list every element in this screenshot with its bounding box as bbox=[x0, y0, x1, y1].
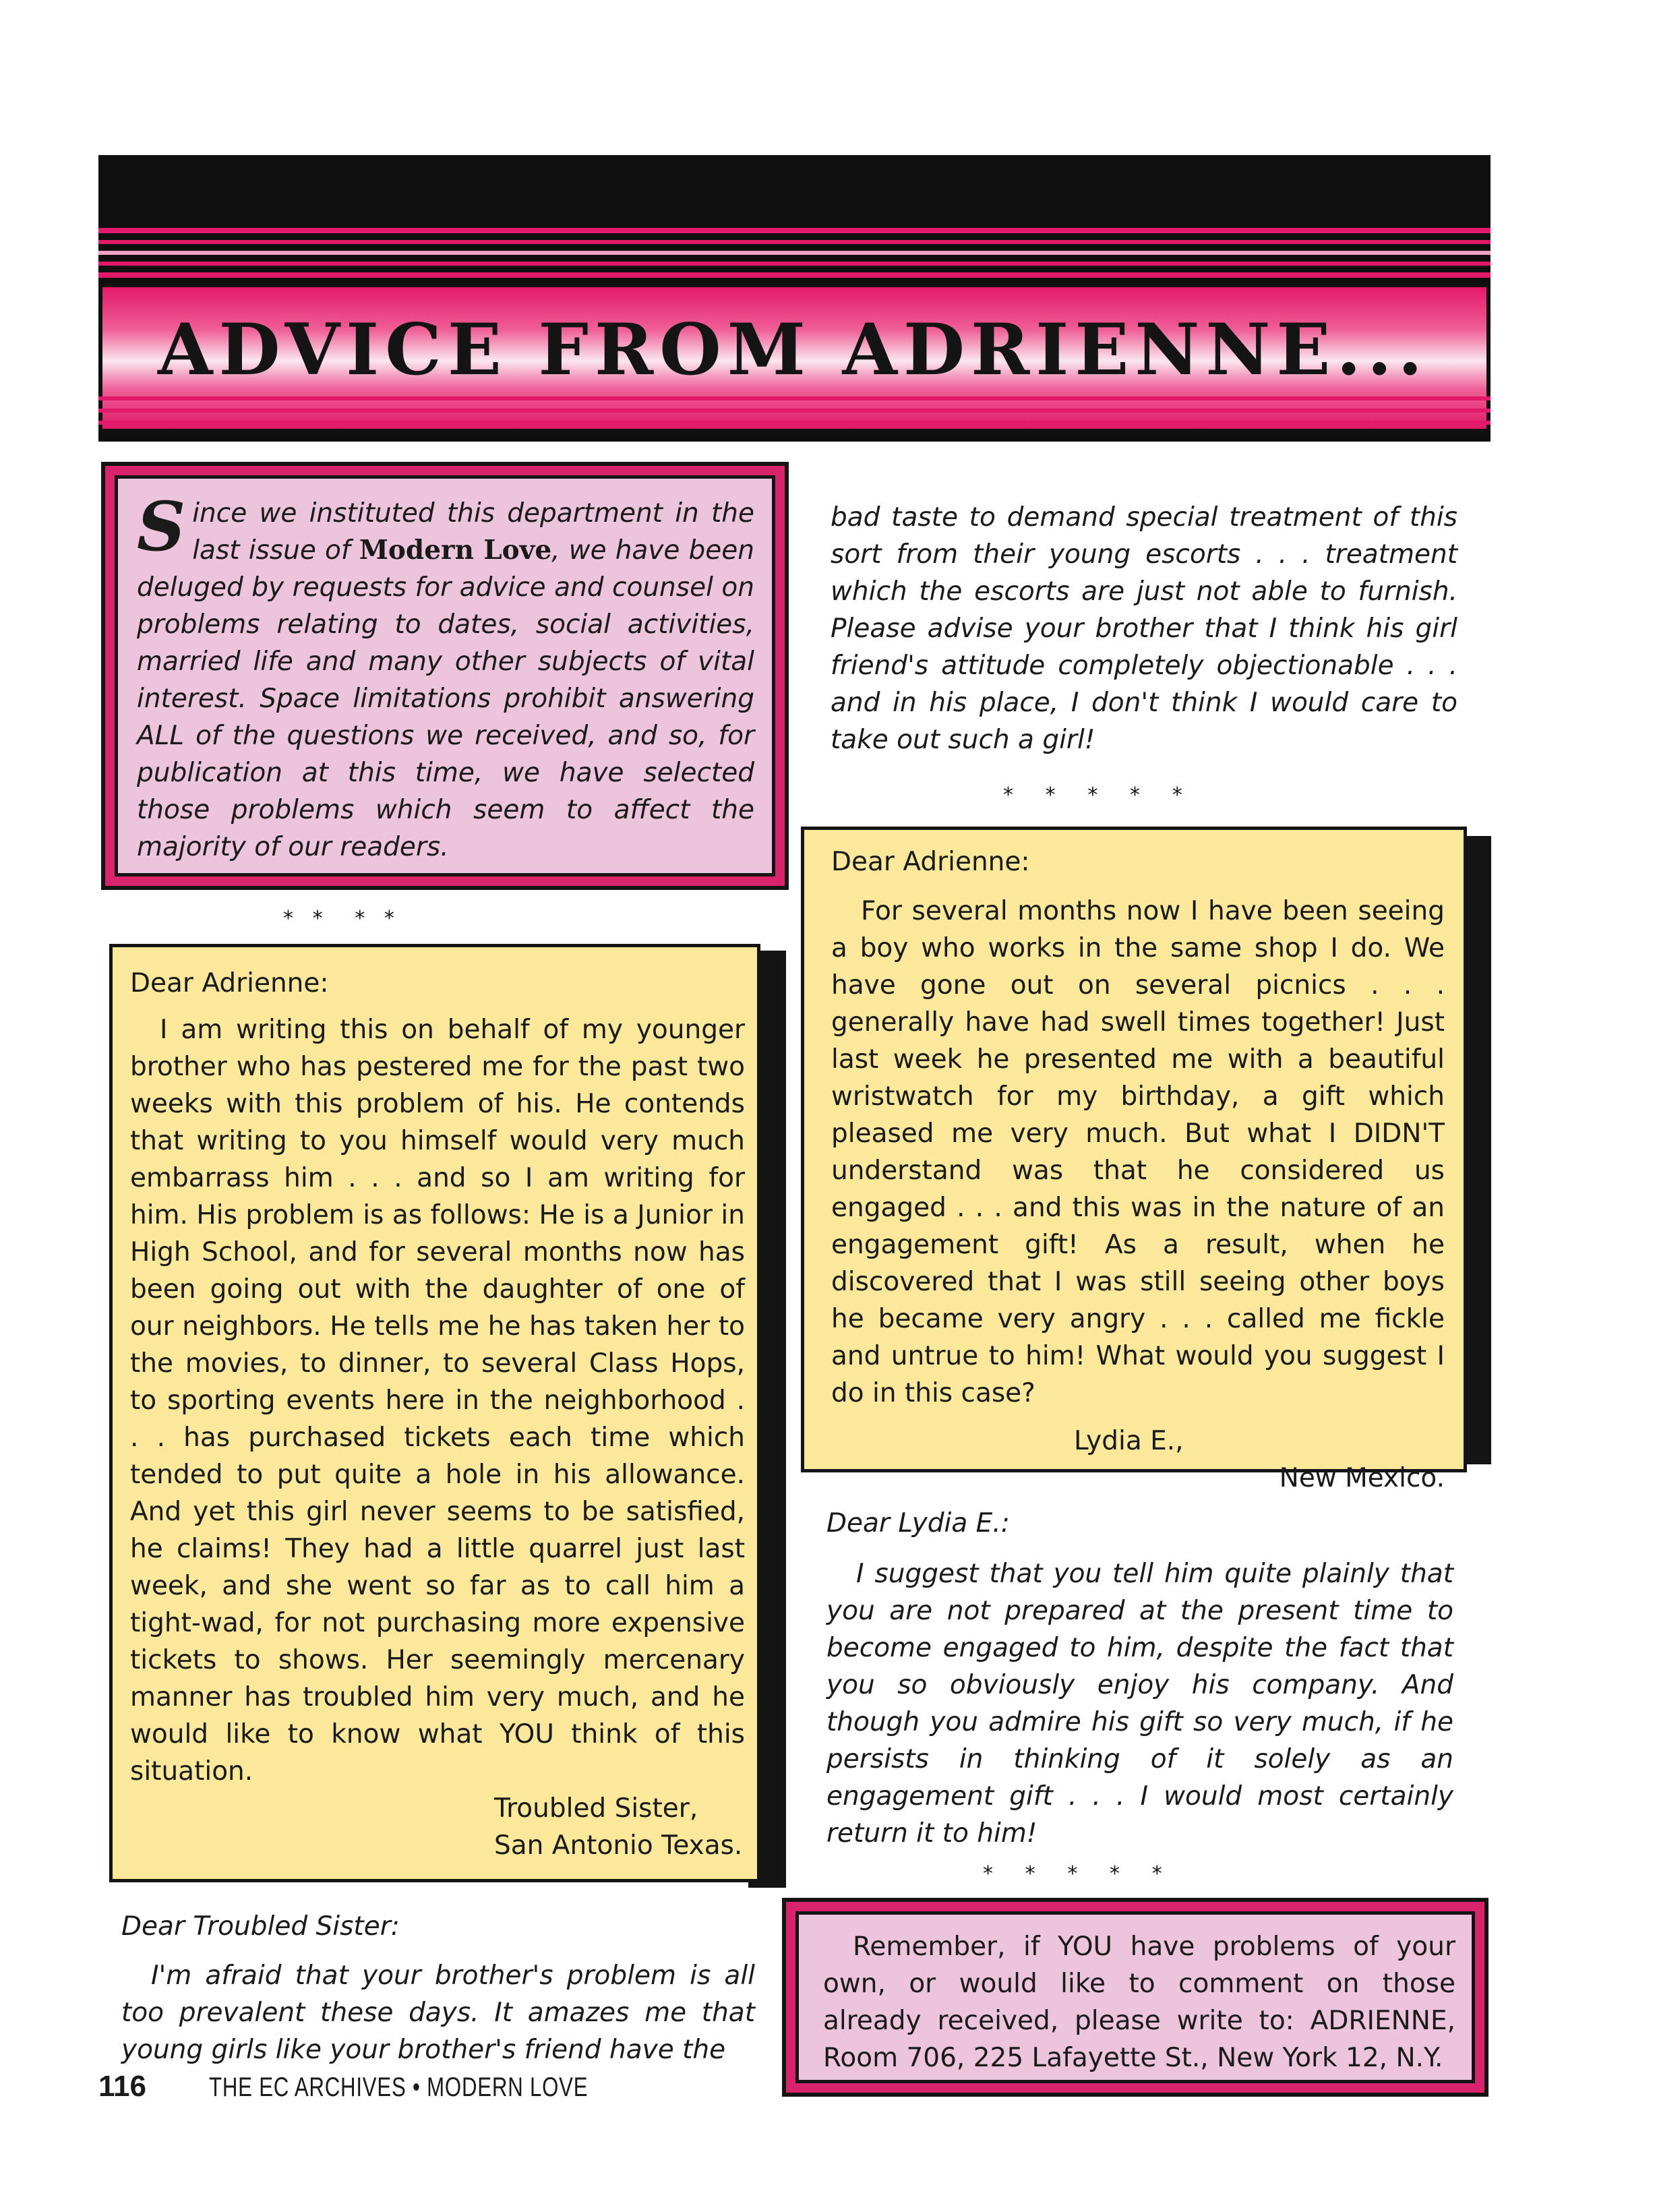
intro-dropcap: S bbox=[137, 487, 186, 566]
letter1-body: I am writing this on behalf of my younger brother who has pestered me for the past two weeks with this problem of his. He contends that writing to you himself would very much embarrass him . . . and so I am writing for him. His problem is as follows: He is a Junior in High School, and for several months now has been going out with the daughter of one of our neighbors. He tells me he has taken her to the movies, to dinner, to several Class Hops, to sporting events here in the neighborhood . . . has purchased tickets each time which tended to put quite a hole in his allowance. And yet this girl never seems to be satisfied, he claims! They had a little quarrel just last week, and she went so far as to call him a tight-wad, for not purchasing more expensive tickets to shows. Her seemingly mercenary manner has troubled him very much, and he would like to know what YOU think of this situation. bbox=[130, 1015, 745, 1787]
intro-box bbox=[101, 462, 789, 890]
intro-magazine-name: Modern Love bbox=[359, 535, 552, 566]
page-title: ADVICE FROM ADRIENNE... bbox=[158, 307, 1429, 391]
reply1-col1 bbox=[121, 1908, 755, 2068]
letter2-salutation: Dear Adrienne: bbox=[831, 847, 1030, 877]
reply2-salutation: Dear Lydia E.: bbox=[826, 1508, 1010, 1538]
reply1-body-col2: bad taste to demand special treatment of this sort from their young escorts . . . treatment which the escorts are just not able to furnish. Please advise your brother that I think his girl friend's attitude completely objectionable . . . and in his place, I don't think I would care to take out such a girl! bbox=[831, 502, 1457, 755]
letter1-salutation: Dear Adrienne: bbox=[130, 968, 329, 998]
reply1-salutation: Dear Troubled Sister: bbox=[121, 1911, 400, 1942]
banner-stripe bbox=[98, 228, 1491, 233]
closing-box-inner bbox=[795, 1911, 1475, 2083]
intro-box-inner bbox=[115, 475, 775, 876]
intro-text-part1: ince we instituted this department in the last issue of bbox=[192, 498, 754, 566]
running-title: THE EC ARCHIVES • MODERN LOVE bbox=[209, 2072, 589, 2102]
header-banner bbox=[98, 155, 1491, 442]
letter1-box bbox=[109, 944, 760, 1882]
letter2-box bbox=[801, 827, 1467, 1493]
banner-stripe bbox=[98, 251, 1491, 255]
banner-stripe bbox=[98, 396, 1491, 400]
banner-stripe bbox=[98, 240, 1491, 244]
reply2-body: I suggest that you tell him quite plainly that you are not prepared at the present time to become engaged to him, despite the fact that you so obviously enjoy his company. And though you admire his gift so very much, if he persists in thinking of it solely as an engagement gift . . . I would most certainly return it to him! bbox=[826, 1559, 1453, 1849]
reply1-col2 bbox=[831, 499, 1457, 758]
banner-stripe bbox=[98, 421, 1491, 425]
banner-stripe bbox=[98, 409, 1491, 413]
intro-text bbox=[137, 487, 755, 866]
banner-stripe bbox=[98, 272, 1491, 278]
letter2-signature-place: New Mexico. bbox=[1279, 1463, 1445, 1493]
separator-stars: * * * * * bbox=[983, 1862, 1162, 1886]
letter1-signature-place: San Antonio Texas. bbox=[494, 1830, 743, 1861]
banner-stripe bbox=[98, 262, 1491, 266]
page-number: 116 bbox=[98, 2070, 146, 2103]
letter2-body: For several months now I have been seeing a boy who works in the same shop I do. We have gone out on several picnics . . . generally have had swell times together! Just last week he presented me with a beautiful wristwatch for my birthday, a gift which pleased me very much. But what I DIDN'T understand was that he considered us engaged . . . and this was in the nature of an engagement gift! As a result, when he discovered that I was still seeing other boys he became very angry . . . called me fickle and untrue to him! What would you suggest I do in this case? bbox=[831, 896, 1445, 1408]
reply1-body-col1: I'm afraid that your brother's problem is all too prevalent these days. It amazes me that young girls like your brother's friend have the bbox=[121, 1961, 755, 2065]
separator-stars: * * * * bbox=[283, 907, 394, 930]
letter1-signature-name: Troubled Sister, bbox=[494, 1793, 698, 1824]
intro-text-part2: , we have been deluged by requests for advice and counsel on problems relating to dates, social activities, married life and many other subjects of vital interest. Space limitations prohibit answering ALL of the questions we received, and so, for publication at this time, we have selected those problems which seem to affect the majority of our readers. bbox=[137, 535, 755, 862]
closing-box bbox=[782, 1898, 1488, 2097]
reply2 bbox=[826, 1505, 1453, 1852]
separator-stars: * * * * * bbox=[1003, 783, 1182, 807]
letter2-signature-name: Lydia E., bbox=[1074, 1426, 1184, 1456]
closing-text: Remember, if YOU have problems of your own, or would like to comment on those already received, please write to: ADRIENNE, Room 706, 225 Lafayette St., New York 12, N.Y. bbox=[823, 1932, 1455, 2073]
